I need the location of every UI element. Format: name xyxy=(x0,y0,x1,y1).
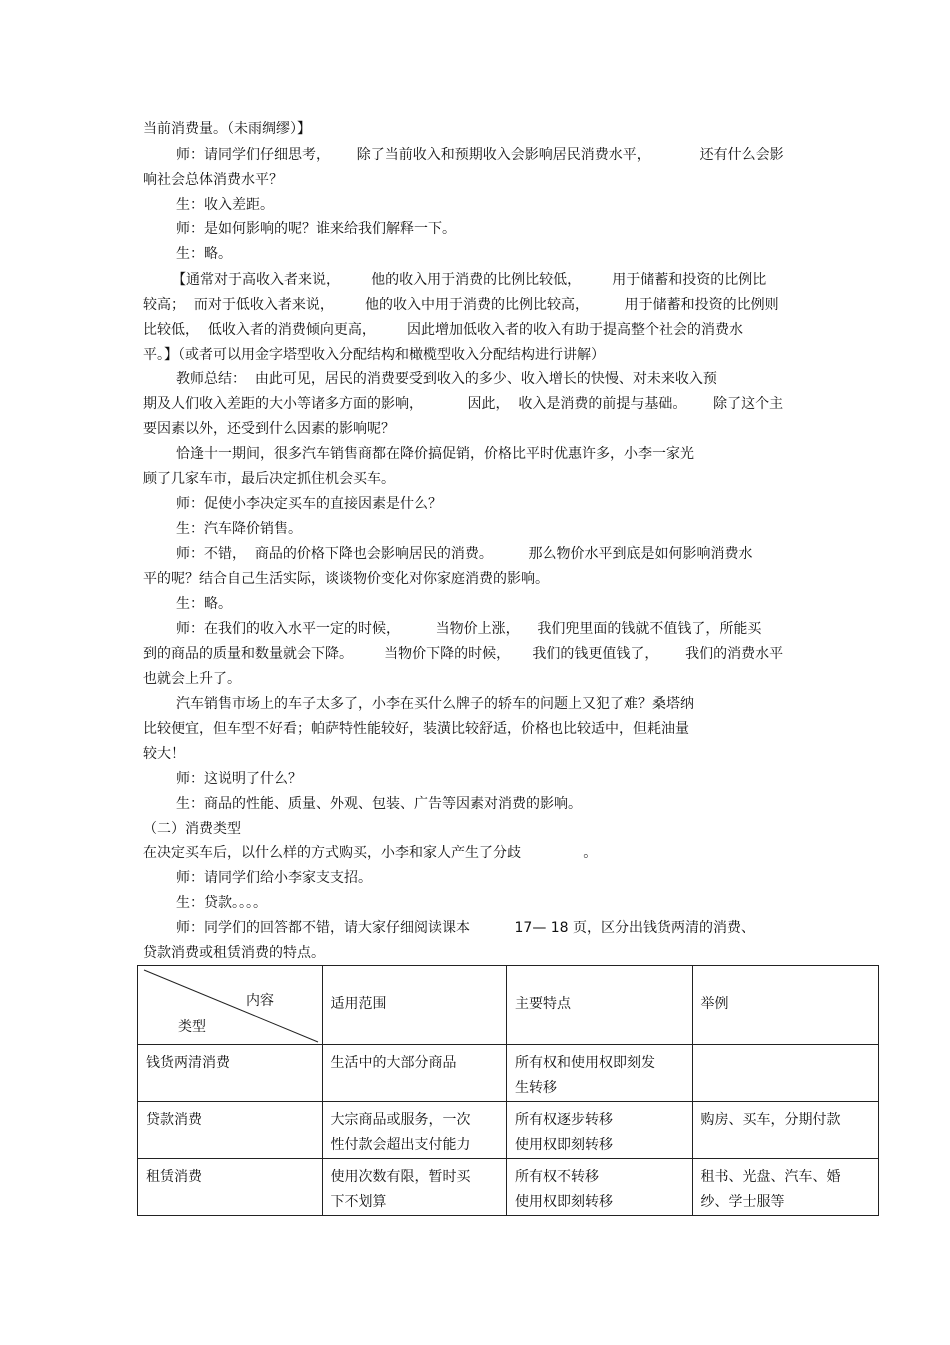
text-line: 师：请同学们给小李家支支招。 xyxy=(176,870,372,886)
text-line: 平的呢？结合自己生活实际，谈谈物价变化对你家庭消费的影响。 xyxy=(143,571,549,587)
text-line: 师：这说明了什么？ xyxy=(176,771,302,787)
table-cell: 租赁消费 xyxy=(138,1159,323,1216)
header-cell: 主要特点 xyxy=(507,966,692,1045)
text-line: 要因素以外，还受到什么因素的影响呢？ xyxy=(143,421,395,437)
text-line: 恰逢十一期间，很多汽车销售商都在降价搞促销，价格比平时优惠许多，小李一家光 xyxy=(176,446,694,462)
table-cell: 租书、光盘、汽车、婚 纱、学士服等 xyxy=(692,1159,878,1216)
table-cell: 贷款消费 xyxy=(138,1102,323,1159)
text-line: 当前消费量。（未雨绸缪）】 xyxy=(143,121,311,137)
table-cell: 购房、买车，分期付款 xyxy=(692,1102,878,1159)
text-line: 比较低， 低收入者的消费倾向更高， 因此增加低收入者的收入有助于提高整个社会的消费水 xyxy=(143,322,744,338)
text-line: 较高； 而对于低收入者来说， 他的收入中用于消费的比例比较高， 用于储蓄和投资的比例则 xyxy=(143,297,779,313)
table-cell xyxy=(692,1045,878,1102)
corner-label-content: 内容 xyxy=(246,993,274,1009)
header-cell: 适用范围 xyxy=(322,966,507,1045)
text-line: 师：不错， 商品的价格下降也会影响居民的消费。 那么物价水平到底是如何影响消费水 xyxy=(176,546,753,562)
text-line: 师：促使小李决定买车的直接因素是什么？ xyxy=(176,496,442,512)
text-line: 较大！ xyxy=(143,746,185,762)
text-line: 生：贷款。。。。 xyxy=(176,895,267,911)
table-cell: 大宗商品或服务，一次 性付款会超出支付能力 xyxy=(322,1102,507,1159)
table-cell: 所有权和使用权即刻发 生转移 xyxy=(507,1045,692,1102)
text-line: 师：是如何影响的呢？谁来给我们解释一下。 xyxy=(176,221,456,237)
text-line: 平。】（或者可以用金字塔型收入分配结构和橄榄型收入分配结构进行讲解） xyxy=(143,347,605,363)
text-line: 比较便宜，但车型不好看；帕萨特性能较好，装潢比较舒适，价格也比较适中，但耗油量 xyxy=(143,721,689,737)
table-cell: 所有权逐步转移 使用权即刻转移 xyxy=(507,1102,692,1159)
text-line: 到的商品的质量和数量就会下降。 当物价下降的时候， 我们的钱更值钱了， 我们的消费水平 xyxy=(143,646,784,662)
table-cell: 使用次数有限，暂时买 下不划算 xyxy=(322,1159,507,1216)
text-line: 期及人们收入差距的大小等诸多方面的影响， 因此， 收入是消费的前提与基础。 除了这个主 xyxy=(143,396,784,412)
text-line: 在决定买车后，以什么样的方式购买，小李和家人产生了分歧 。 xyxy=(143,845,598,861)
table-row xyxy=(138,1045,879,1102)
text-line: 响社会总体消费水平？ xyxy=(143,172,283,188)
corner-label-type: 类型 xyxy=(178,1019,206,1035)
table-header-row xyxy=(138,966,879,1045)
section-heading: （二）消费类型 xyxy=(143,821,241,837)
table-cell: 钱货两清消费 xyxy=(138,1045,323,1102)
table-cell: 所有权不转移 使用权即刻转移 xyxy=(507,1159,692,1216)
table-cell: 生活中的大部分商品 xyxy=(322,1045,507,1102)
text-line: 也就会上升了。 xyxy=(143,671,241,687)
diagonal-header-cell xyxy=(138,966,323,1045)
text-line: 汽车销售市场上的车子太多了，小李在买什么牌子的轿车的问题上又犯了难？桑塔纳 xyxy=(176,696,694,712)
text-line: 【通常对于高收入者来说， 他的收入用于消费的比例比较低， 用于储蓄和投资的比例比 xyxy=(172,272,767,288)
text-line: 生：商品的性能、质量、外观、包装、广告等因素对消费的影响。 xyxy=(176,796,582,812)
text-line: 生：收入差距。 xyxy=(176,197,274,213)
text-line: 师：同学们的回答都不错，请大家仔细阅读课本 17— 18 页，区分出钱货两清的消费、 xyxy=(176,920,756,936)
text-line: 贷款消费或租赁消费的特点。 xyxy=(143,945,325,961)
table-row xyxy=(138,1102,879,1159)
text-line: 生：略。 xyxy=(176,596,232,612)
text-line: 顾了几家车市，最后决定抓住机会买车。 xyxy=(143,471,395,487)
table-row xyxy=(138,1159,879,1216)
diagonal-line xyxy=(138,966,323,1044)
consumption-type-table xyxy=(137,965,879,1216)
text-line: 生：汽车降价销售。 xyxy=(176,521,302,537)
text-line: 教师总结： 由此可见，居民的消费要受到收入的多少、收入增长的快慢、对未来收入预 xyxy=(176,371,717,387)
text-line: 师：在我们的收入水平一定的时候， 当物价上涨， 我们兜里面的钱就不值钱了，所能买 xyxy=(176,621,762,637)
text-line: 师：请同学们仔细思考， 除了当前收入和预期收入会影响居民消费水平， 还有什么会影 xyxy=(176,147,784,163)
text-line: 生：略。 xyxy=(176,246,232,262)
header-cell: 举例 xyxy=(692,966,878,1045)
